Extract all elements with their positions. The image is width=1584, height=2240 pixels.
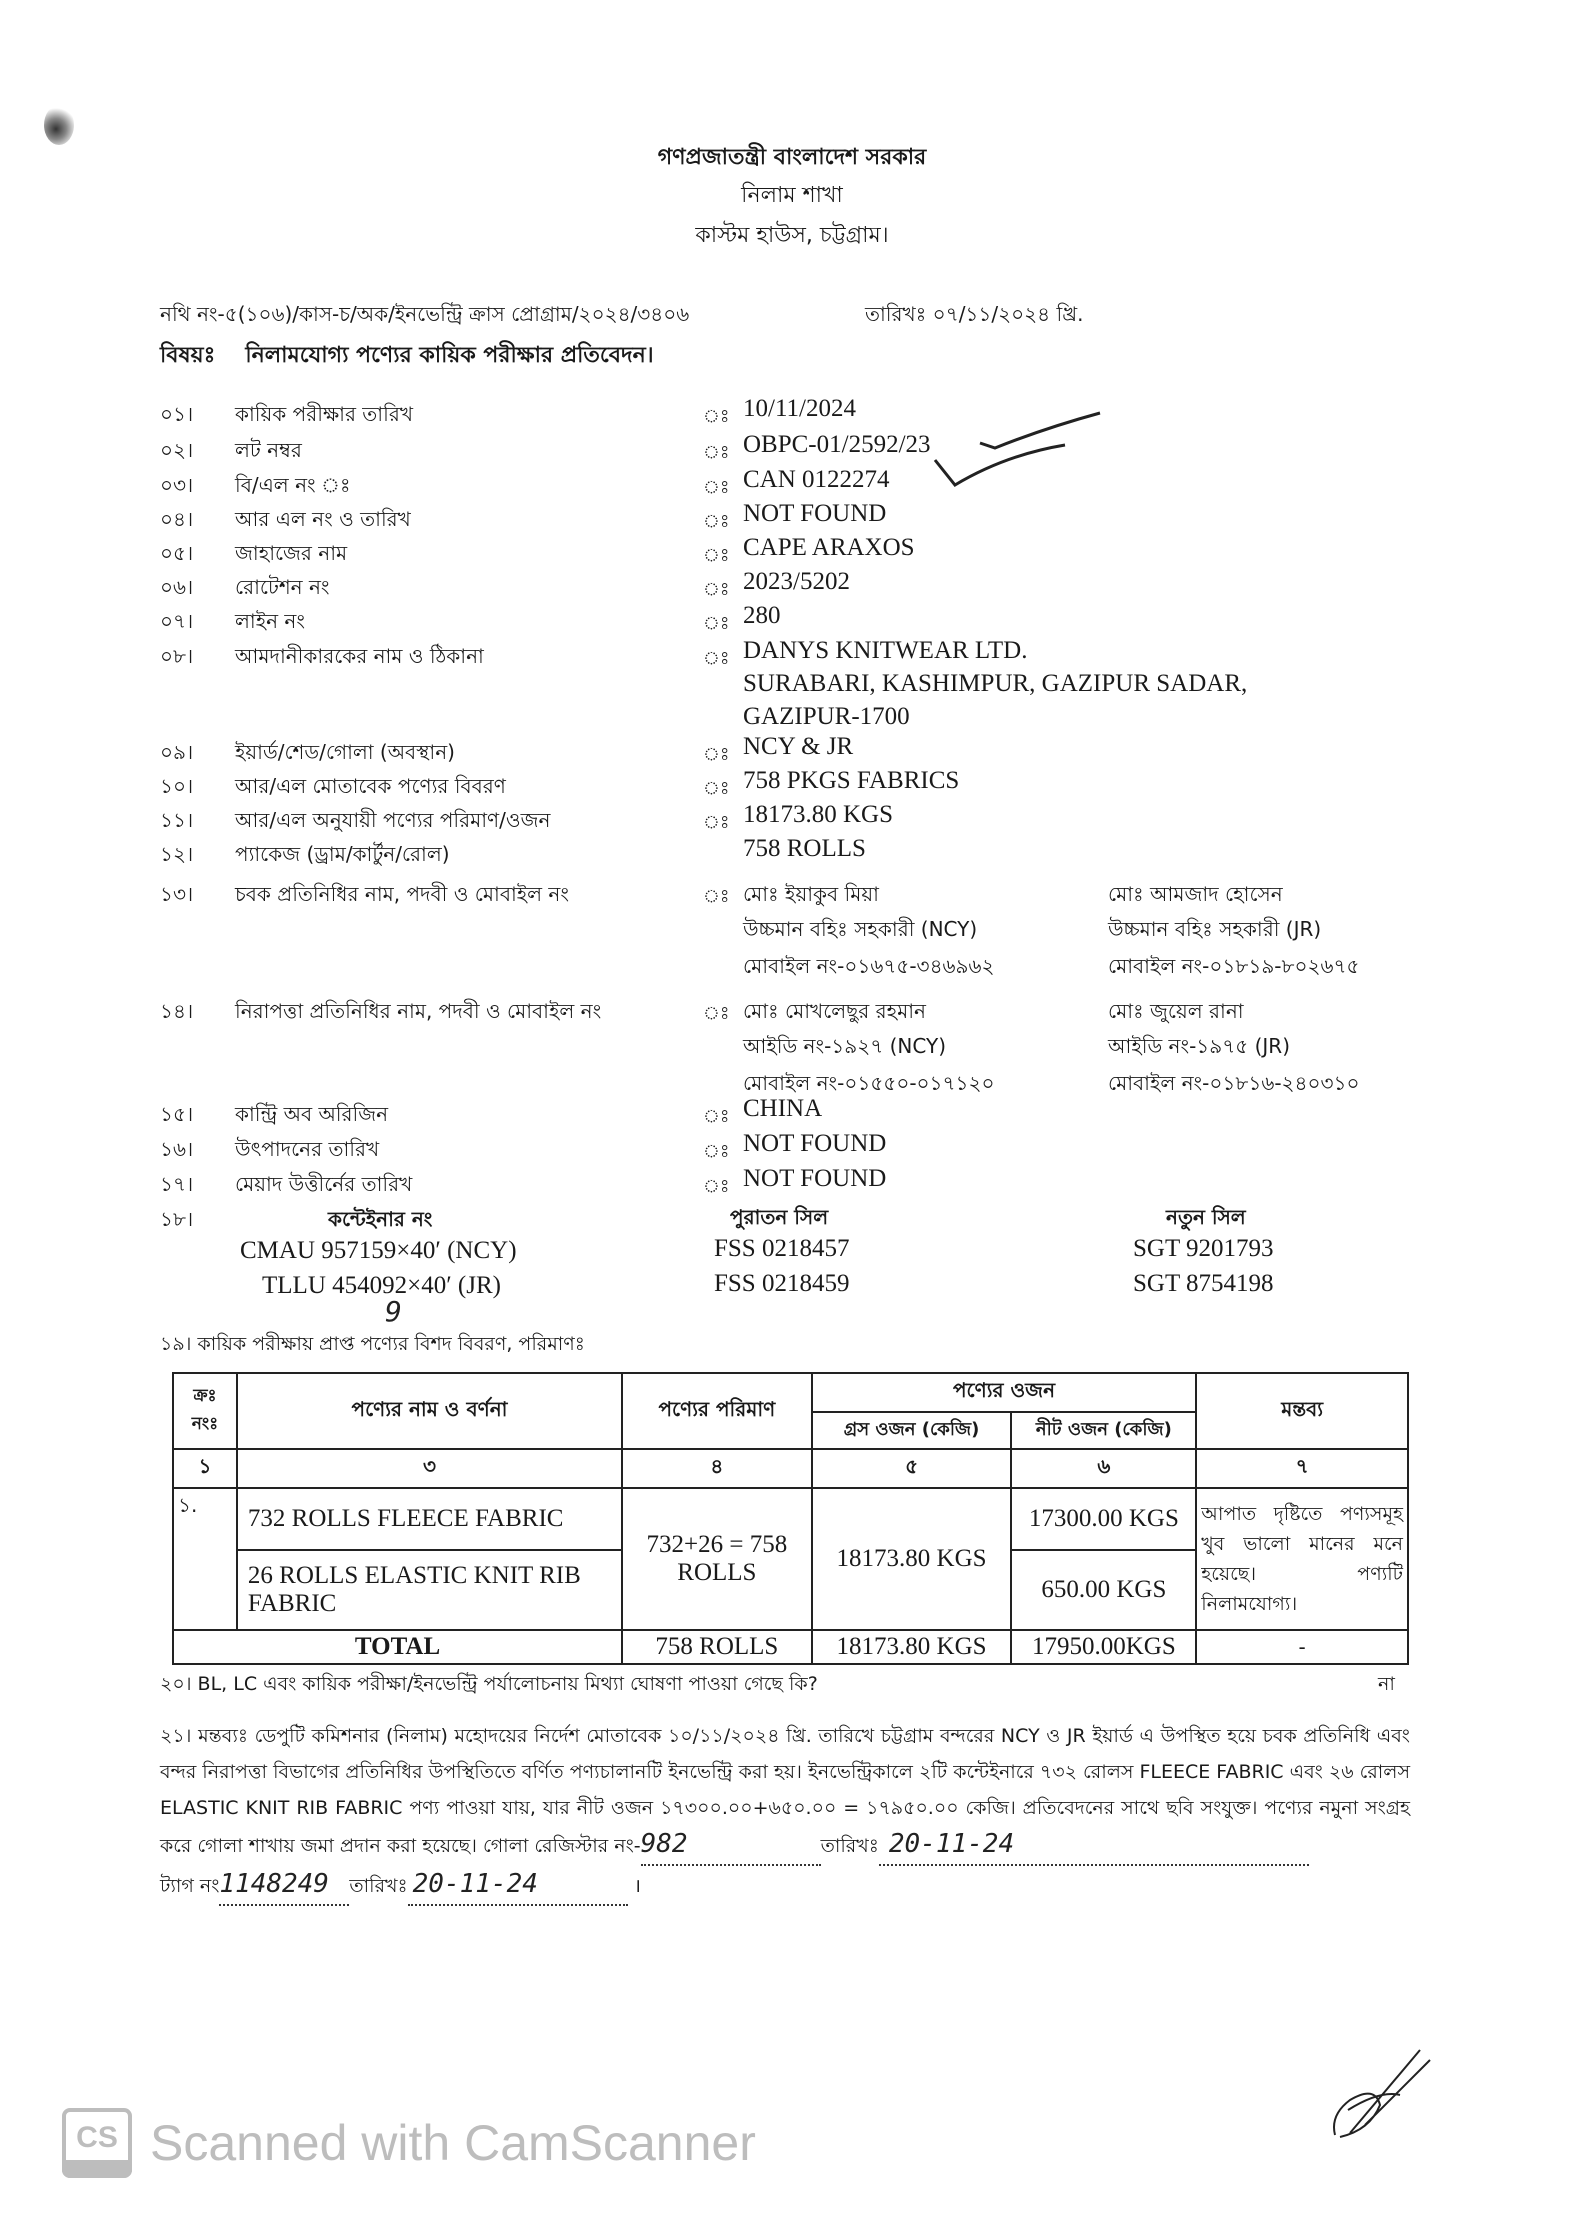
security-rep-right-name: মোঃ জুয়েল রানা	[1108, 999, 1244, 1023]
header-weight: পণ্যের ওজন	[812, 1373, 1197, 1412]
camscanner-text: Scanned with CamScanner	[150, 2115, 756, 2171]
customs-rep-right-name: মোঃ আমজাদ হোসেন	[1108, 882, 1283, 906]
column-number: ৩	[237, 1449, 622, 1488]
field-label: জাহাজের নাম	[235, 541, 348, 565]
field-number: ১৮।	[160, 1207, 194, 1231]
colon-separator: ঃ	[703, 511, 730, 532]
customs-rep-right-designation: উচ্চমান বহিঃ সহকারী (JR)	[1108, 917, 1322, 941]
field-number: ০৪।	[160, 507, 194, 531]
total-gross: 18173.80 KGS	[812, 1630, 1012, 1664]
remarks-text: ২১। মন্তব্যঃ ডেপুটি কমিশনার (নিলাম) মহোদয়ের নির্দেশ মোতাবেক ১০/১১/২০২৪ খ্রি. তারিখে চট্টগ্রাম বন্দরের NCY ও JR ইয়ার্ড এ উপস্থিত হয়ে চবক প্রতিনিধি এবং বন্দর নিরাপত্তা বিভাগের প্রতিনিধির উপস্থিতিতে বর্ণিত পণ্যচালানটি ইনভেন্ট্রি করা হয়। ইনভেন্ট্রিকালে ২টি কন্টেইনারে ৭৩২ রোলস FLEECE FABRIC এবং ২৬ রোলস ELASTIC KNIT RIB FABRIC পণ্য পাওয়া যায়, যার নীট ওজন ১৭৩০০.০০+৬৫০.০০ = ১৭৯৫০.০০ কেজি। প্রতিবেদনের সাথে ছবি সংযুক্ত। পণ্যের নমুনা সংগ্রহ করে গোলা শাখায় জমা প্রদান করা হয়েছে।	[160, 1725, 1410, 1857]
field-number: ০১।	[160, 402, 194, 426]
field-label: আমদানীকারকের নাম ও ঠিকানা	[235, 644, 484, 668]
field-value: OBPC-01/2592/23	[743, 431, 931, 458]
item-net-weight-2: 650.00 KGS	[1011, 1550, 1196, 1630]
customs-rep-left-mobile: মোবাইল নং-০১৬৭৫-৩৪৬৯৬২	[743, 954, 995, 978]
tag-date-value: 20-11-24	[412, 1869, 538, 1899]
item-serial: ১.	[173, 1488, 237, 1630]
field-value: 10/11/2024	[743, 395, 856, 422]
office-title: কাস্টম হাউস, চট্টগ্রাম।	[695, 223, 889, 248]
field-value: DANYS KNITWEAR LTD.	[743, 637, 1028, 664]
total-remarks: -	[1196, 1630, 1408, 1664]
field-value: NCY & JR	[743, 733, 854, 760]
tag-field	[219, 1866, 349, 1906]
register-date-value: 20-11-24	[888, 1829, 1015, 1859]
field-value-line2: SURABARI, KASHIMPUR, GAZIPUR SADAR,	[743, 670, 1248, 697]
subject-line	[160, 338, 654, 375]
register-label: গোলা রেজিস্টার নং-	[483, 1835, 641, 1857]
field-value: NOT FOUND	[743, 1130, 887, 1157]
colon-separator: ঃ	[703, 613, 730, 634]
field-label: কায়িক পরীক্ষার তারিখ	[235, 402, 413, 426]
tag-date-field	[408, 1866, 628, 1906]
field-number: ১০।	[160, 774, 194, 798]
government-title: গণপ্রজাতন্ত্রী বাংলাদেশ সরকার	[657, 145, 927, 170]
checkmark-icon	[930, 440, 1070, 500]
field-number: ১১।	[160, 808, 194, 832]
field-value: NOT FOUND	[743, 1165, 887, 1192]
total-quantity: 758 ROLLS	[622, 1630, 812, 1664]
colon-separator: ঃ	[703, 1141, 730, 1162]
header-remarks: মন্তব্য	[1196, 1373, 1408, 1449]
old-seal-header: পুরাতন সিল	[730, 1205, 829, 1229]
camscanner-watermark	[62, 2108, 756, 2178]
field-label: চবক প্রতিনিধির নাম, পদবী ও মোবাইল নং	[235, 882, 569, 906]
field-value: CHINA	[743, 1095, 823, 1122]
register-value: 982	[640, 1829, 688, 1859]
subject-label: বিষয়ঃ	[160, 343, 216, 368]
tag-date-label: তারিখঃ	[349, 1875, 408, 1897]
file-number: নথি নং-৫(১০৬)/কাস-চ/অক/ইনভেন্ট্রি ক্রাস প্রোগ্রাম/২০২৪/৩৪০৬	[160, 302, 690, 326]
field-value: 758 ROLLS	[743, 835, 866, 862]
register-date-label: তারিখঃ	[820, 1835, 879, 1857]
container-1: CMAU 957159×40′ (NCY)	[240, 1237, 517, 1264]
old-seal-2: FSS 0218459	[714, 1270, 850, 1297]
field-value: CAN 0122274	[743, 466, 890, 493]
colon-separator: ঃ	[703, 1106, 730, 1127]
container-header: কন্টেইনার নং	[328, 1207, 433, 1231]
field-value: 2023/5202	[743, 568, 850, 595]
colon-separator: ঃ	[703, 477, 730, 498]
signature	[1320, 2045, 1440, 2145]
reference-date: তারিখঃ ০৭/১১/২০২৪ খ্রি.	[865, 302, 1084, 326]
container-2: TLLU 454092×40′ (JR)	[262, 1272, 501, 1299]
column-number: ১	[173, 1449, 237, 1488]
customs-rep-right-mobile: মোবাইল নং-০১৮১৯-৮০২৬৭৫	[1108, 954, 1360, 978]
field-number: ০৩।	[160, 473, 194, 497]
header-serial: ক্রঃ নংঃ	[173, 1373, 237, 1449]
colon-separator: ঃ	[703, 579, 730, 600]
tag-label: ট্যাগ নং	[160, 1875, 220, 1897]
field-value: CAPE ARAXOS	[743, 534, 915, 561]
colon-separator: ঃ	[703, 744, 730, 765]
field-number: ১৬।	[160, 1137, 194, 1161]
field-number: ০৯।	[160, 740, 194, 764]
colon-separator: ঃ	[703, 1176, 730, 1197]
field-label: আর/এল মোতাবেক পণ্যের বিবরণ	[235, 774, 506, 798]
field-value: 280	[743, 602, 781, 629]
field-value: 18173.80 KGS	[743, 801, 894, 828]
field-number: ১২।	[160, 842, 194, 866]
item-gross-weight: 18173.80 KGS	[812, 1488, 1012, 1630]
item-remarks: আপাত দৃষ্টিতে পণ্যসমূহ খুব ভালো মানের মনে হয়েছে। পণ্যটি নিলামযোগ্য।	[1196, 1488, 1408, 1630]
field-label: নিরাপত্তা প্রতিনিধির নাম, পদবী ও মোবাইল নং	[235, 999, 602, 1023]
customs-rep-left-name: মোঃ ইয়াকুব মিয়া	[743, 882, 879, 906]
colon-separator: ঃ	[703, 778, 730, 799]
tag-value: 1148249	[219, 1869, 329, 1899]
inspection-table	[172, 1372, 1409, 1665]
field-number: ১৩।	[160, 882, 194, 906]
field-number: ০২।	[160, 438, 194, 462]
subject-text: নিলামযোগ্য পণ্যের কায়িক পরীক্ষার প্রতিবেদন।	[245, 343, 654, 368]
security-rep-right-mobile: মোবাইল নং-০১৮১৬-২৪০৩১০	[1108, 1071, 1360, 1095]
field-label: আর/এল অনুযায়ী পণ্যের পরিমাণ/ওজন	[235, 808, 551, 832]
total-net: 17950.00KGS	[1011, 1630, 1196, 1664]
field-label: বি/এল নং ঃ	[235, 473, 351, 497]
field-value-line3: GAZIPUR-1700	[743, 703, 910, 730]
department-title: নিলাম শাখা	[741, 183, 843, 208]
register-date-field	[879, 1826, 1309, 1866]
field-label: কান্ট্রি অব অরিজিন	[235, 1102, 389, 1126]
colon-separator: ঃ	[703, 1003, 730, 1024]
field-value: 758 PKGS FABRICS	[743, 767, 960, 794]
colon-separator: ঃ	[703, 442, 730, 463]
field-label: ইয়ার্ড/শেড/গোলা (অবস্থান)	[235, 740, 455, 764]
field-label: মেয়াদ উত্তীর্নের তারিখ	[235, 1172, 413, 1196]
field-number: ০৮।	[160, 644, 194, 668]
field-number: ১৫।	[160, 1102, 194, 1126]
field-label: উৎপাদনের তারিখ	[235, 1137, 380, 1161]
header-quantity: পণ্যের পরিমাণ	[622, 1373, 812, 1449]
handwritten-correction: 9	[385, 1295, 402, 1328]
header-gross: গ্রস ওজন (কেজি)	[812, 1412, 1012, 1449]
section-20-question: ২০। BL, LC এবং কায়িক পরীক্ষা/ইনভেন্ট্রি পর্যালোচনায় মিথ্যা ঘোষণা পাওয়া গেছে কি?	[160, 1673, 818, 1695]
end-mark: ।	[633, 1875, 641, 1897]
column-number: ৭	[1196, 1449, 1408, 1488]
customs-rep-left-designation: উচ্চমান বহিঃ সহকারী (NCY)	[743, 917, 978, 941]
header-net: নীট ওজন (কেজি)	[1011, 1412, 1196, 1449]
section-19-title: ১৯। কায়িক পরীক্ষায় প্রাপ্ত পণ্যের বিশদ বিবরণ, পরিমাণঃ	[160, 1333, 585, 1355]
field-number: ০৭।	[160, 609, 194, 633]
field-number: ১৪।	[160, 999, 194, 1023]
field-label: লাইন নং	[235, 609, 305, 633]
total-label: TOTAL	[173, 1630, 622, 1664]
item-name-1: 732 ROLLS FLEECE FABRIC	[237, 1488, 622, 1550]
field-label: আর এল নং ও তারিখ	[235, 507, 411, 531]
security-rep-left-designation: আইডি নং-১৯২৭ (NCY)	[743, 1034, 947, 1058]
new-seal-header: নতুন সিল	[1166, 1205, 1246, 1229]
security-rep-left-mobile: মোবাইল নং-০১৫৫০-০১৭১২০	[743, 1071, 995, 1095]
field-number: ০৫।	[160, 541, 194, 565]
camscanner-logo: CS	[62, 2108, 132, 2178]
field-label: রোটেশন নং	[235, 575, 330, 599]
scan-smudge	[44, 105, 74, 145]
item-name-2: 26 ROLLS ELASTIC KNIT RIB FABRIC	[237, 1550, 622, 1630]
old-seal-1: FSS 0218457	[714, 1235, 850, 1262]
item-net-weight-1: 17300.00 KGS	[1011, 1488, 1196, 1550]
field-label: লট নম্বর	[235, 438, 302, 462]
section-20-answer: না	[1378, 1673, 1395, 1695]
field-number: ১৭।	[160, 1172, 194, 1196]
colon-separator: ঃ	[703, 812, 730, 833]
section-21-remarks	[160, 1718, 1410, 1906]
colon-separator: ঃ	[703, 648, 730, 669]
column-number: ৪	[622, 1449, 812, 1488]
field-label: প্যাকেজ (ড্রাম/কার্টুন/রোল)	[235, 842, 450, 866]
colon-separator: ঃ	[703, 886, 730, 907]
field-number: ০৬।	[160, 575, 194, 599]
column-number: ৬	[1011, 1449, 1196, 1488]
header-name: পণ্যের নাম ও বর্ণনা	[237, 1373, 622, 1449]
register-field	[641, 1826, 821, 1866]
colon-separator: ঃ	[703, 545, 730, 566]
security-rep-right-designation: আইডি নং-১৯৭৫ (JR)	[1108, 1034, 1290, 1058]
field-value: NOT FOUND	[743, 500, 887, 527]
new-seal-2: SGT 8754198	[1133, 1270, 1274, 1297]
security-rep-left-name: মোঃ মোখলেছুর রহমান	[743, 999, 926, 1023]
item-quantity: 732+26 = 758 ROLLS	[622, 1488, 812, 1630]
column-number: ৫	[812, 1449, 1012, 1488]
colon-separator: ঃ	[703, 406, 730, 427]
new-seal-1: SGT 9201793	[1133, 1235, 1274, 1262]
